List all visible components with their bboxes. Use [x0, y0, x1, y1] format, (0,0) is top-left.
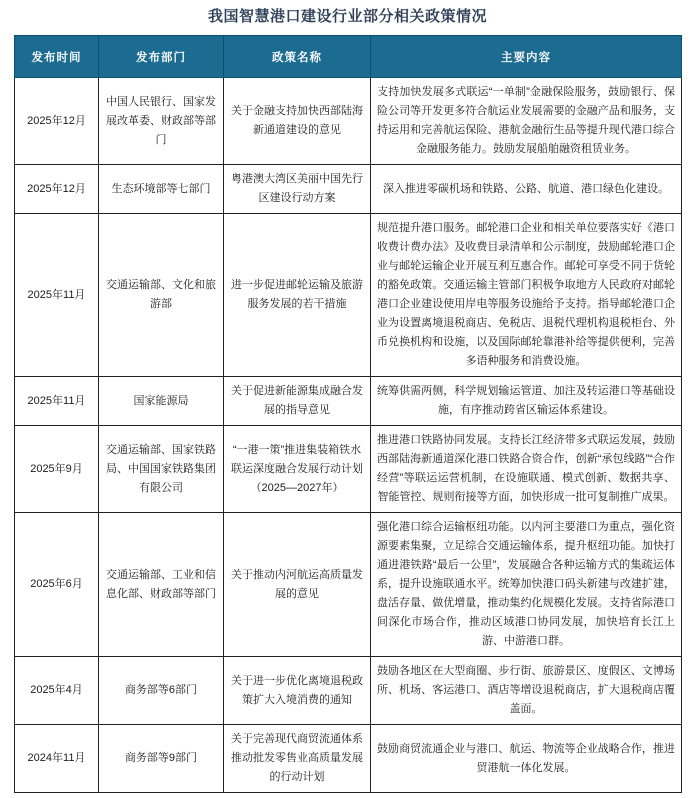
- table-row: [15, 426, 682, 513]
- cell-policy-name: 关于金融支持加快西部陆海新通道建设的意见: [224, 78, 371, 165]
- cell-policy-name: 关于促进新能源集成融合发展的指导意见: [224, 377, 371, 426]
- cell-policy-name: 粤港澳大湾区美丽中国先行区建设行动方案: [224, 165, 371, 214]
- table-header-row: [15, 36, 682, 78]
- cell-policy-name: 关于推动内河航运高质量发展的意见: [224, 513, 371, 657]
- cell-department: 交通运输部、文化和旅游部: [99, 214, 224, 377]
- cell-department: 交通运输部、国家铁路局、中国国家铁路集团有限公司: [99, 426, 224, 513]
- cell-department: 商务部等6部门: [99, 657, 224, 725]
- column-header-main-content: 主要内容: [371, 36, 682, 78]
- table-row: [15, 165, 682, 214]
- cell-policy-name: 关于进一步优化离境退税政策扩大入境消费的通知: [224, 657, 371, 725]
- cell-main-content: 支持加快发展多式联运“一单制”金融保险服务，鼓励银行、保险公司等开发更多符合航运业发展需要的金融产品和服务，支持运用和完善航运保险、港航金融衍生品等提升现代港口综合金融服务能力。鼓励发展船舶融资租赁业务。: [371, 78, 682, 165]
- table-header: [15, 36, 682, 78]
- column-header-date: 发布时间: [15, 36, 99, 78]
- cell-date: 2025年9月: [15, 426, 99, 513]
- cell-department: 商务部等9部门: [99, 725, 224, 793]
- column-header-policy-name: 政策名称: [224, 36, 371, 78]
- cell-main-content: 深入推进零碳机场和铁路、公路、航道、港口绿色化建设。: [371, 165, 682, 214]
- cell-date: 2024年11月: [15, 725, 99, 793]
- cell-date: 2025年11月: [15, 214, 99, 377]
- table-row: [15, 725, 682, 793]
- cell-date: 2025年12月: [15, 78, 99, 165]
- cell-main-content: 推进港口铁路协同发展。支持长江经济带多式联运发展，鼓励西部陆海新通道深化港口铁路合资合作，创新“承包线路”“合作经营”等联运运营机制，在设施联通、模式创新、数据共享、智能管控、规则衔接等方面，加快形成一批可复制推广成果。: [371, 426, 682, 513]
- cell-department: 生态环境部等七部门: [99, 165, 224, 214]
- policy-table: [14, 35, 682, 793]
- table-row: [15, 78, 682, 165]
- table-row: [15, 377, 682, 426]
- cell-department: 国家能源局: [99, 377, 224, 426]
- table-row: [15, 214, 682, 377]
- cell-policy-name: 进一步促进邮轮运输及旅游服务发展的若干措施: [224, 214, 371, 377]
- cell-date: 2025年6月: [15, 513, 99, 657]
- cell-main-content: 强化港口综合运输枢纽功能。以内河主要港口为重点，强化资源要素集聚，立足综合交通运输体系，提升枢纽功能。加快打通进港铁路“最后一公里”，发展融合各种运输方式的集疏运体系，提升设施联通水平。统筹加快港口码头新建与改建扩建，盘活存量、做优增量，推动集约化规模化发展。支持省际港口间深化市场合作，推动区域港口协同发展，加快培育长江上游、中游港口群。: [371, 513, 682, 657]
- cell-date: 2025年12月: [15, 165, 99, 214]
- table-body: [15, 78, 682, 793]
- page-title: 我国智慧港口建设行业部分相关政策情况: [207, 8, 487, 25]
- table-row: [15, 513, 682, 657]
- cell-policy-name: 关于完善现代商贸流通体系推动批发零售业高质量发展的行动计划: [224, 725, 371, 793]
- cell-date: 2025年11月: [15, 377, 99, 426]
- cell-department: 交通运输部、工业和信息化部、财政部等部门: [99, 513, 224, 657]
- cell-policy-name: “一港一策”推进集装箱铁水联运深度融合发展行动计划（2025—2027年）: [224, 426, 371, 513]
- table-container: [0, 35, 695, 793]
- cell-main-content: 统筹供需两侧，科学规划输运管道、加注及转运港口等基础设施，有序推动跨省区输运体系建设。: [371, 377, 682, 426]
- cell-main-content: 鼓励各地区在大型商圈、步行街、旅游景区、度假区、文博场所、机场、客运港口、酒店等增设退税商店，扩大退税商店覆盖面。: [371, 657, 682, 725]
- cell-department: 中国人民银行、国家发展改革委、财政部等部门: [99, 78, 224, 165]
- table-row: [15, 657, 682, 725]
- cell-main-content: 鼓励商贸流通企业与港口、航运、物流等企业战略合作，推进贸港航一体化发展。: [371, 725, 682, 793]
- cell-date: 2025年4月: [15, 657, 99, 725]
- column-header-department: 发布部门: [99, 36, 224, 78]
- cell-main-content: 规范提升港口服务。邮轮港口企业和相关单位要落实好《港口收费计费办法》及收费目录清单和公示制度，鼓励邮轮港口企业与邮轮运输企业开展互利互惠合作。邮轮可享受不同于货轮的豁免政策。交通运输主管部门积极争取地方人民政府对邮轮港口企业建设使用岸电等服务设施给予支持。指导邮轮港口企业为设置离境退税商店、免税店、退税代理机构退税柜台、外币兑换机构和设施，以及国际邮轮靠港补给等提供便利，完善多语种服务和消费设施。: [371, 214, 682, 377]
